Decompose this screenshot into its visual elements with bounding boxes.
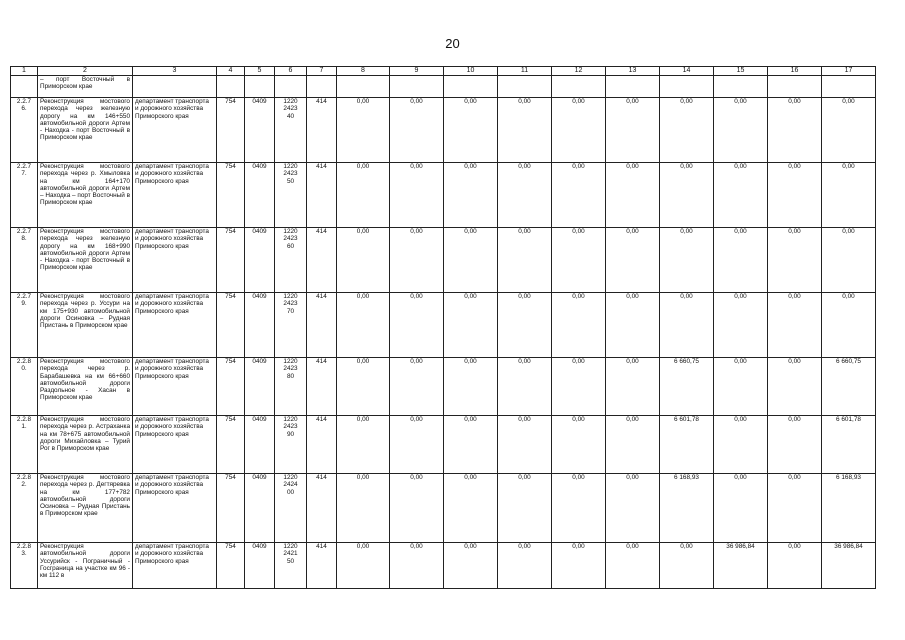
amount-cell: 0,00: [714, 293, 768, 358]
amount-cell: 0,00: [606, 228, 660, 293]
amount-cell: 0,00: [337, 98, 390, 163]
column-number: 5: [245, 67, 275, 76]
column-number: 3: [133, 67, 217, 76]
amount-cell: 0,00: [660, 293, 714, 358]
code-expense-type: 414: [307, 293, 337, 358]
column-number: 12: [552, 67, 606, 76]
amount-cell: 0,00: [822, 98, 876, 163]
code-section: 0409: [245, 416, 275, 474]
column-number: 17: [822, 67, 876, 76]
amount-cell: 0,00: [390, 228, 444, 293]
object-name: Реконструкция мостового перехода через р. Уссури на км 175+930 автомобильной дороги Осиновка – Рудная Пристань в Приморском крае: [38, 293, 133, 358]
code-expense-type: 414: [307, 358, 337, 416]
amount-cell: 0,00: [660, 98, 714, 163]
header-row: [11, 67, 876, 76]
amount-cell: 6 660,75: [660, 358, 714, 416]
code-target: 1220 2424 00: [275, 474, 307, 543]
amount-cell: 0,00: [498, 358, 552, 416]
amount-cell: 0,00: [444, 98, 498, 163]
code-target: 1220 2423 40: [275, 98, 307, 163]
table-row: [11, 358, 876, 416]
amount-cell: 0,00: [768, 358, 822, 416]
amount-cell: 0,00: [552, 98, 606, 163]
amount-cell: 0,00: [768, 474, 822, 543]
amount-cell: 0,00: [714, 474, 768, 543]
object-name: Реконструкция мостового перехода через железную дорогу на км 146+550 автомобильной дороги Артем - Находка - порт Восточный в Приморском крае: [38, 98, 133, 163]
column-number: 8: [337, 67, 390, 76]
amount-cell: 0,00: [768, 98, 822, 163]
amount-cell: 0,00: [768, 543, 822, 589]
amount-cell: 0,00: [390, 416, 444, 474]
page-number: 20: [445, 36, 460, 51]
amount-cell: 0,00: [822, 228, 876, 293]
amount-cell: 0,00: [552, 293, 606, 358]
code-ministry: 754: [217, 293, 245, 358]
code-target: 1220 2423 60: [275, 228, 307, 293]
amount-cell: 0,00: [337, 543, 390, 589]
amount-cell: 36 986,84: [714, 543, 768, 589]
object-name: Реконструкция мостового перехода через р. Астраханка на км 78+675 автомобильной дороги Михайловка – Турий Рог в Приморском крае: [38, 416, 133, 474]
amount-cell: 0,00: [498, 98, 552, 163]
code-ministry: 754: [217, 358, 245, 416]
amount-cell: 0,00: [337, 358, 390, 416]
amount-cell: 0,00: [337, 474, 390, 543]
amount-cell: 0,00: [552, 416, 606, 474]
table-row: [11, 293, 876, 358]
object-name: Реконструкция мостового перехода через р. Хмыловка на км 164+170 автомобильной дороги Артем – Находка – порт Восточный в Приморском крае: [38, 163, 133, 228]
object-name: Реконструкция автомобильной дороги Уссурийск - Пограничный - Госграница на участке км 96 - км 112 в: [38, 543, 133, 589]
code-expense-type: 414: [307, 98, 337, 163]
amount-cell: 6 168,93: [822, 474, 876, 543]
amount-cell: 6 601,78: [822, 416, 876, 474]
row-number: 2.2.7 8.: [11, 228, 38, 293]
amount-cell: 0,00: [444, 228, 498, 293]
amount-cell: 0,00: [498, 293, 552, 358]
amount-cell: 0,00: [822, 293, 876, 358]
amount-cell: 0,00: [444, 543, 498, 589]
table-row: [11, 543, 876, 589]
code-section: 0409: [245, 98, 275, 163]
row-number: 2.2.7 7.: [11, 163, 38, 228]
organization: департамент транспорта и дорожного хозяйства Приморского края: [133, 163, 217, 228]
row-number: 2.2.8 1.: [11, 416, 38, 474]
amount-cell: 0,00: [660, 228, 714, 293]
table-row: [11, 163, 876, 228]
code-target: 1220 2421 50: [275, 543, 307, 589]
amount-cell: 0,00: [498, 543, 552, 589]
amount-cell: 0,00: [498, 416, 552, 474]
amount-cell: 6 660,75: [822, 358, 876, 416]
amount-cell: 0,00: [606, 293, 660, 358]
code-ministry: 754: [217, 416, 245, 474]
organization: департамент транспорта и дорожного хозяйства Приморского края: [133, 358, 217, 416]
amount-cell: 0,00: [822, 163, 876, 228]
amount-cell: 0,00: [660, 543, 714, 589]
row-number: 2.2.7 9.: [11, 293, 38, 358]
code-section: 0409: [245, 293, 275, 358]
table-row: [11, 416, 876, 474]
row-number: [11, 76, 38, 98]
amount-cell: 6 601,78: [660, 416, 714, 474]
column-number: 9: [390, 67, 444, 76]
organization: [133, 76, 217, 98]
amount-cell: 0,00: [337, 228, 390, 293]
amount-cell: 0,00: [444, 474, 498, 543]
row-number: 2.2.8 2.: [11, 474, 38, 543]
amount-cell: 0,00: [337, 416, 390, 474]
table-row: [11, 474, 876, 543]
code-section: 0409: [245, 543, 275, 589]
amount-cell: 0,00: [606, 358, 660, 416]
amount-cell: 0,00: [606, 416, 660, 474]
amount-cell: 0,00: [768, 416, 822, 474]
amount-cell: 0,00: [337, 163, 390, 228]
code-target: 1220 2423 80: [275, 358, 307, 416]
object-name: – порт Восточный в Приморском крае: [38, 76, 133, 98]
column-number: 11: [498, 67, 552, 76]
amount-cell: 0,00: [714, 98, 768, 163]
amount-cell: 0,00: [714, 228, 768, 293]
organization: департамент транспорта и дорожного хозяйства Приморского края: [133, 416, 217, 474]
code-expense-type: 414: [307, 228, 337, 293]
organization: департамент транспорта и дорожного хозяйства Приморского края: [133, 228, 217, 293]
amount-cell: 0,00: [606, 98, 660, 163]
table-row: [11, 98, 876, 163]
column-number: 2: [38, 67, 133, 76]
code-target: 1220 2423 50: [275, 163, 307, 228]
table-row: [11, 228, 876, 293]
code-ministry: 754: [217, 163, 245, 228]
object-name: Реконструкция мостового перехода через р. Дегтяревка на км 177+782 автомобильной дороги Осиновка – Рудная Пристань в Приморском крае: [38, 474, 133, 543]
code-section: 0409: [245, 228, 275, 293]
row-number: 2.2.8 0.: [11, 358, 38, 416]
amount-cell: 0,00: [390, 358, 444, 416]
code-ministry: 754: [217, 228, 245, 293]
code-expense-type: 414: [307, 416, 337, 474]
column-number: 16: [768, 67, 822, 76]
code-ministry: 754: [217, 543, 245, 589]
amount-cell: 0,00: [768, 293, 822, 358]
amount-cell: 0,00: [444, 293, 498, 358]
code-expense-type: 414: [307, 163, 337, 228]
amount-cell: 36 986,84: [822, 543, 876, 589]
code-ministry: 754: [217, 474, 245, 543]
code-section: 0409: [245, 474, 275, 543]
amount-cell: 0,00: [498, 474, 552, 543]
row-number: 2.2.8 3.: [11, 543, 38, 589]
amount-cell: 0,00: [552, 543, 606, 589]
code-section: 0409: [245, 163, 275, 228]
amount-cell: 0,00: [660, 163, 714, 228]
code-ministry: 754: [217, 98, 245, 163]
amount-cell: 0,00: [552, 163, 606, 228]
organization: департамент транспорта и дорожного хозяйства Приморского края: [133, 98, 217, 163]
amount-cell: 0,00: [498, 163, 552, 228]
amount-cell: 0,00: [606, 163, 660, 228]
amount-cell: 0,00: [444, 163, 498, 228]
amount-cell: 0,00: [444, 358, 498, 416]
amount-cell: 0,00: [606, 543, 660, 589]
amount-cell: 0,00: [552, 474, 606, 543]
amount-cell: 0,00: [552, 228, 606, 293]
amount-cell: 0,00: [390, 98, 444, 163]
amount-cell: 0,00: [390, 543, 444, 589]
code-target: 1220 2423 90: [275, 416, 307, 474]
code-target: 1220 2423 70: [275, 293, 307, 358]
column-number: 15: [714, 67, 768, 76]
object-name: Реконструкция мостового перехода через р. Барабашевка на км 66+660 автомобильной дороги Раздольное - Хасан в Приморском крае: [38, 358, 133, 416]
column-number: 13: [606, 67, 660, 76]
amount-cell: 0,00: [552, 358, 606, 416]
amount-cell: 0,00: [390, 474, 444, 543]
amount-cell: 0,00: [444, 416, 498, 474]
continuation-row: [11, 76, 876, 98]
amount-cell: 0,00: [606, 474, 660, 543]
row-number: 2.2.7 6.: [11, 98, 38, 163]
column-number: 7: [307, 67, 337, 76]
amount-cell: 6 168,93: [660, 474, 714, 543]
amount-cell: 0,00: [768, 228, 822, 293]
amount-cell: 0,00: [498, 228, 552, 293]
column-number: 10: [444, 67, 498, 76]
column-number: 6: [275, 67, 307, 76]
code-section: 0409: [245, 358, 275, 416]
code-expense-type: 414: [307, 543, 337, 589]
organization: департамент транспорта и дорожного хозяйства Приморского края: [133, 543, 217, 589]
object-name: Реконструкция мостового перехода через железную дорогу на км 168+990 автомобильной дороги Артем - Находка - порт Восточный в Приморском крае: [38, 228, 133, 293]
code-expense-type: 414: [307, 474, 337, 543]
organization: департамент транспорта и дорожного хозяйства Приморского края: [133, 474, 217, 543]
amount-cell: 0,00: [390, 163, 444, 228]
amount-cell: 0,00: [337, 293, 390, 358]
amount-cell: 0,00: [714, 163, 768, 228]
organization: департамент транспорта и дорожного хозяйства Приморского края: [133, 293, 217, 358]
amount-cell: 0,00: [768, 163, 822, 228]
amount-cell: 0,00: [390, 293, 444, 358]
amount-cell: 0,00: [714, 416, 768, 474]
amount-cell: 0,00: [714, 358, 768, 416]
column-number: 4: [217, 67, 245, 76]
column-number: 14: [660, 67, 714, 76]
column-number: 1: [11, 67, 38, 76]
budget-table: [10, 66, 876, 589]
